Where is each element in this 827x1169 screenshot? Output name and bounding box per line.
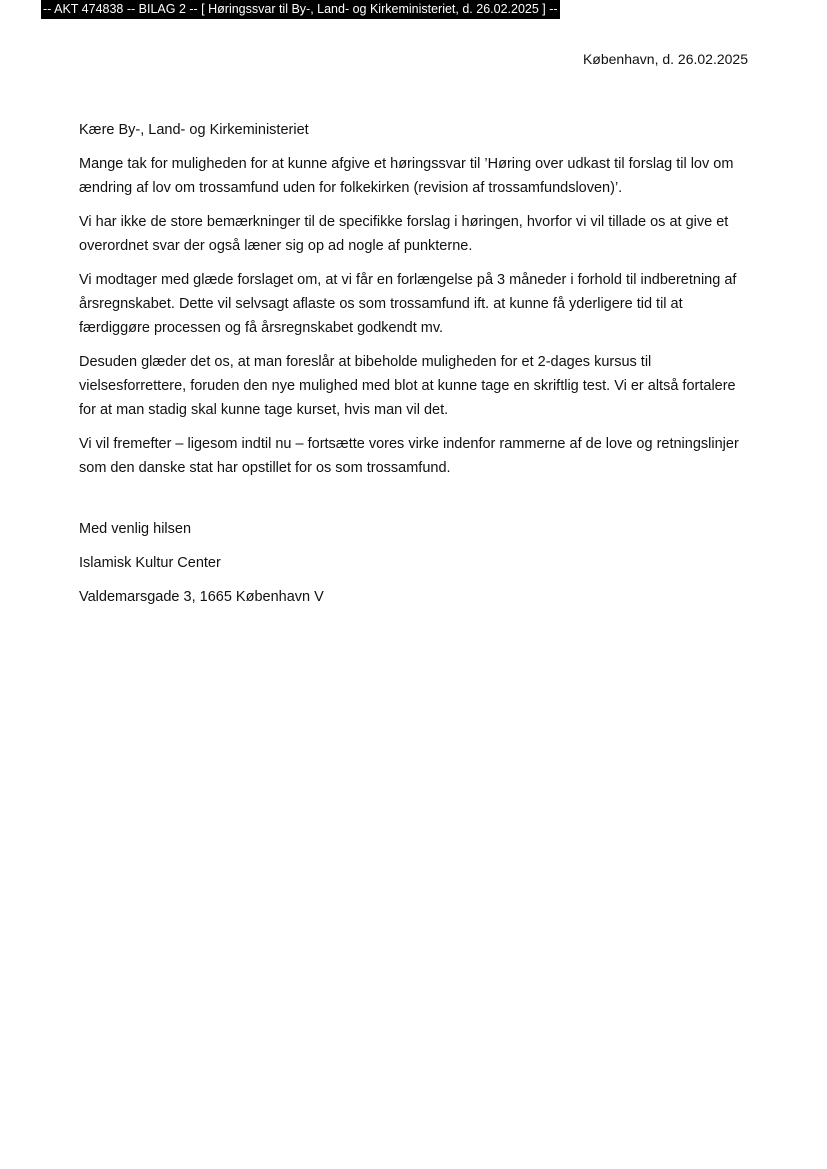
paragraph-2: Vi har ikke de store bemærkninger til de specifikke forslag i høringen, hvorfor vi vil tillade os at give et overordnet svar der også læner sig op ad nogle af punkterne. <box>79 214 729 254</box>
salutation: Kære By-, Land- og Kirkeministeriet <box>79 122 309 138</box>
sender-name: Islamisk Kultur Center <box>79 555 221 571</box>
paragraph-4: Desuden glæder det os, at man foreslår at bibeholde muligheden for et 2-dages kursus til vielsesforrettere, foruden den nye mulighed med blot at kunne tage en skriftlig test. Vi er altså fortalere for at man stadig skal kunne tage kurset, hvis man vil det. <box>79 354 736 418</box>
signature-block <box>79 517 751 609</box>
place-date: København, d. 26.02.2025 <box>582 51 748 67</box>
sender-address: Valdemarsgade 3, 1665 København V <box>79 589 324 605</box>
document-stamp-header: -- AKT 474838 -- BILAG 2 -- [ Høringssvar til By-, Land- og Kirkeministeriet, d. 26.02.2025 ] -- <box>41 0 560 19</box>
paragraph-5: Vi vil fremefter – ligesom indtil nu – fortsætte vores virke indenfor rammerne af de love og retningslinjer som den danske stat har opstillet for os som trossamfund. <box>79 436 739 476</box>
closing-phrase: Med venlig hilsen <box>79 521 192 537</box>
paragraph-3: Vi modtager med glæde forslaget om, at vi får en forlængelse på 3 måneder i forhold til indberetning af årsregnskabet. Dette vil selvsagt aflaste os som trossamfund ift. at kunne få yderligere tid til at færdiggøre processen og få årsregnskabet godkendt mv. <box>79 272 737 336</box>
paragraph-1: Mange tak for muligheden for at kunne afgive et høringssvar til ’Høring over udkast til forslag til lov om ændring af lov om trossamfund uden for folkekirken (revision af trossamfundsloven)’. <box>79 156 734 196</box>
letter-body <box>79 118 751 619</box>
